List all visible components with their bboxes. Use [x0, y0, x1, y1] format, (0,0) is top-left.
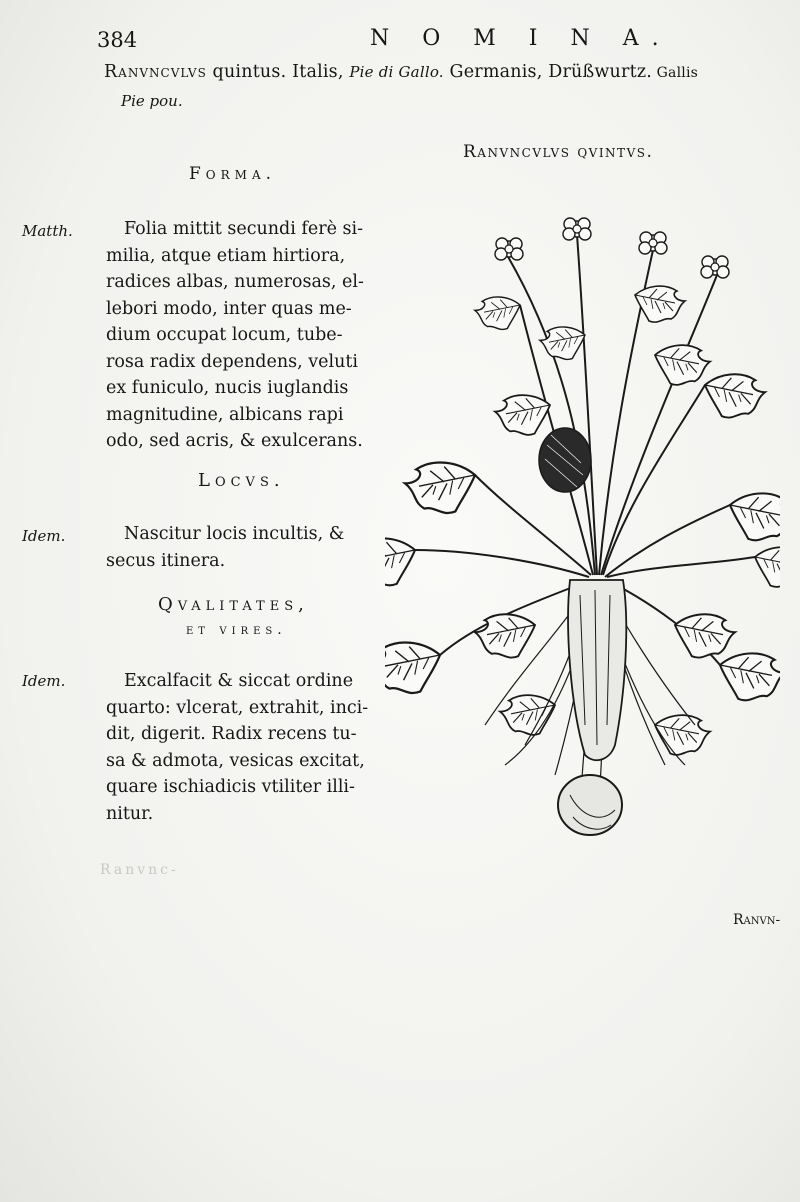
- names-text: quintus. Italis,: [206, 62, 350, 82]
- text-line: Nascitur locis incultis, &: [124, 524, 345, 544]
- text-line: odo, sed acris, & exulcerans.: [106, 431, 363, 451]
- text-line: rosa radix dependens, veluti: [106, 351, 358, 372]
- text-line: ex funiculo, nucis iuglandis: [106, 378, 349, 398]
- section-heading-forma: Forma.: [189, 164, 277, 184]
- paragraph-forma: [106, 216, 364, 455]
- text-line: magnitudine, albicans rapi: [106, 404, 344, 425]
- text-line: dium occupat locum, tube-: [106, 325, 343, 345]
- text-line: nitur.: [106, 803, 154, 824]
- text-line: sa & admota, vesicas excitat,: [106, 750, 365, 771]
- text-line: quare ischiadicis vtiliter illi-: [106, 777, 355, 797]
- section-heading-locus: Locvs.: [198, 470, 285, 491]
- show-through-text: Ranvnc-: [100, 862, 179, 878]
- text-line: milia, atque etiam hirtiora,: [106, 245, 346, 266]
- german-name: Drüßwurtz.: [548, 62, 653, 82]
- paragraph-locus: [106, 521, 344, 574]
- gallis-text: Gallis: [652, 65, 699, 81]
- section-heading-vires: et vires.: [186, 622, 287, 638]
- page-number: 384: [97, 28, 138, 52]
- italian-name: Pie di Gallo.: [349, 63, 444, 81]
- french-name: Pie pou.: [121, 92, 183, 110]
- plant-title: Ranvncvlvs: [104, 62, 207, 82]
- margin-note-matth: Matth.: [22, 222, 73, 240]
- text-line: dit, digerit. Radix recens tu-: [106, 724, 357, 744]
- margin-note-idem: Idem.: [22, 527, 66, 545]
- text-line: quarto: vlcerat, extrahit, inci-: [106, 697, 369, 718]
- text-line: lebori modo, inter quas me-: [106, 298, 352, 319]
- text-line: radices albas, numerosas, el-: [106, 272, 364, 292]
- text-line: secus itinera.: [106, 550, 226, 571]
- german-prefix: Germanis,: [443, 62, 549, 82]
- running-head: N O M I N A.: [370, 26, 672, 51]
- catchword: Ranvn-: [733, 912, 781, 928]
- text-line: Excalfacit & siccat ordine: [124, 671, 354, 691]
- paragraph-qualitates: [106, 668, 368, 827]
- section-heading-qualitates: Qvalitates,: [158, 594, 309, 615]
- text-line: Folia mittit secundi ferè si-: [124, 219, 364, 239]
- figure-caption: Ranvncvlvs qvintvs.: [463, 142, 654, 162]
- ranunculus-woodcut-illustration: [385, 205, 780, 845]
- margin-note-idem: Idem.: [22, 672, 66, 690]
- plant-names-line: [104, 62, 698, 82]
